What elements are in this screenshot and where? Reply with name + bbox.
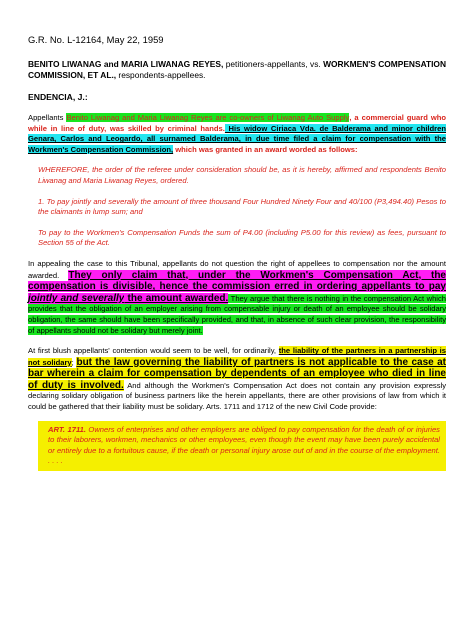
facts-intro: Appellants bbox=[28, 113, 67, 122]
paragraph-ruling bbox=[28, 346, 446, 413]
ruling-rest: And although the Workmen's Compensation Act does not contain any provision expressly declaring solidary obligation of business partners like the herein appellants, there are other provisions of law from which it could be gathered that their liability must be solidary. Arts. 1711 and 1712 of the new Civil Code provide: bbox=[28, 380, 446, 412]
award-quote bbox=[38, 165, 446, 249]
paragraph-appeal bbox=[28, 259, 446, 336]
highlight-argument: They argue that there is nothing in the compensation Act which provides that the obligation of an employer arising from compensable injury or death of an employee should be solidary obligation, the same should have been specifically provided, and that, in absence of such clear provision, the responsibility of appellants should not be solidary but merely joint. bbox=[28, 293, 446, 335]
petitioners-names: BENITO LIWANAG and MARIA LIWANAG REYES, bbox=[28, 59, 224, 69]
respondents-names: WORKMEN'S COMPENSATION COMMISSION, ET AL., bbox=[28, 59, 446, 81]
ponente: ENDENCIA, J.: bbox=[28, 92, 88, 103]
highlight-divisible: They only claim that, under the Workmen's Compensation Act, the compensation is divisible, hence the commission erred in ordering appellants to pay bbox=[28, 269, 446, 293]
case-number: G.R. No. L-12164, May 22, 1959 bbox=[28, 34, 164, 45]
highlight-amount: the amount awarded. bbox=[124, 292, 229, 304]
case-parties bbox=[28, 59, 446, 81]
highlight-law-not-applicable: but the law governing the liability of partners is not applicable to the case at bar wherein a claim for compensation by dependents of an employee who died in line of duty is involved. bbox=[28, 356, 446, 391]
article-label: ART. 1711. bbox=[48, 424, 86, 434]
article-1711 bbox=[38, 421, 446, 471]
facts-guard: , a commercial guard who while in line of duty, was skilled by criminal hands. bbox=[28, 113, 447, 133]
article-quote bbox=[38, 421, 446, 471]
paragraph-facts bbox=[28, 113, 446, 155]
award-wherefore: WHEREFORE, the order of the referee under consideration should be, as it is hereby, affirmed and respondents Benito Liwanag and Maria Liwanag Reyes, ordered. bbox=[38, 165, 446, 185]
ruling-intro: At first blush appellants' contention would seem to be well, for ordinarily, bbox=[28, 346, 279, 356]
highlight-jointly-severally: jointly and severally bbox=[28, 292, 125, 304]
highlight-co-owners: Benito Liwanag and Maria Liwanag Reyes are co-owners of Liwanag Auto Supply bbox=[66, 113, 350, 122]
award-item-2: To pay to the Workmen's Compensation Funds the sum of P4.00 (including P5.00 for this review) as fees, pursuant to Section 55 of the Act. bbox=[38, 227, 446, 248]
respondents-role: respondents-appellees. bbox=[116, 70, 206, 81]
article-text: Owners of enterprises and other employers are obliged to pay compensation for the death of or injuries to their laborers, workmen, mechanics or other employees, even though the event may have been purely accidental or entirely due to a fortuitous cause, if the death or personal injury arose out of and in the course of the employment. . . . . bbox=[48, 424, 440, 466]
appeal-intro: In appealing the case to this Tribunal, appellants do not question the right of appellees to compensation nor the amount awarded. bbox=[28, 258, 446, 280]
highlight-not-solidary: the liability of the partners in a partnership is not solidary bbox=[28, 346, 446, 367]
facts-award: which was granted in an award worded as follows: bbox=[173, 144, 358, 154]
petitioners-role: petitioners-appellants, vs. bbox=[223, 59, 324, 69]
award-item-1: 1. To pay jointly and severally the amount of three thousand Four Hundred Ninety Four and 40/100 (P3,494.40) Pesos to the claimants in lump sum; and bbox=[38, 196, 446, 217]
ruling-semicolon: ; bbox=[71, 357, 77, 367]
highlight-claim: His widow Ciriaca Vda. de Balderama and minor children Genara, Carlos and Leogardo, all surnamed Balderama, in due time filed a claim for compensation with the Workmen's Compensation Commission, bbox=[28, 123, 447, 154]
